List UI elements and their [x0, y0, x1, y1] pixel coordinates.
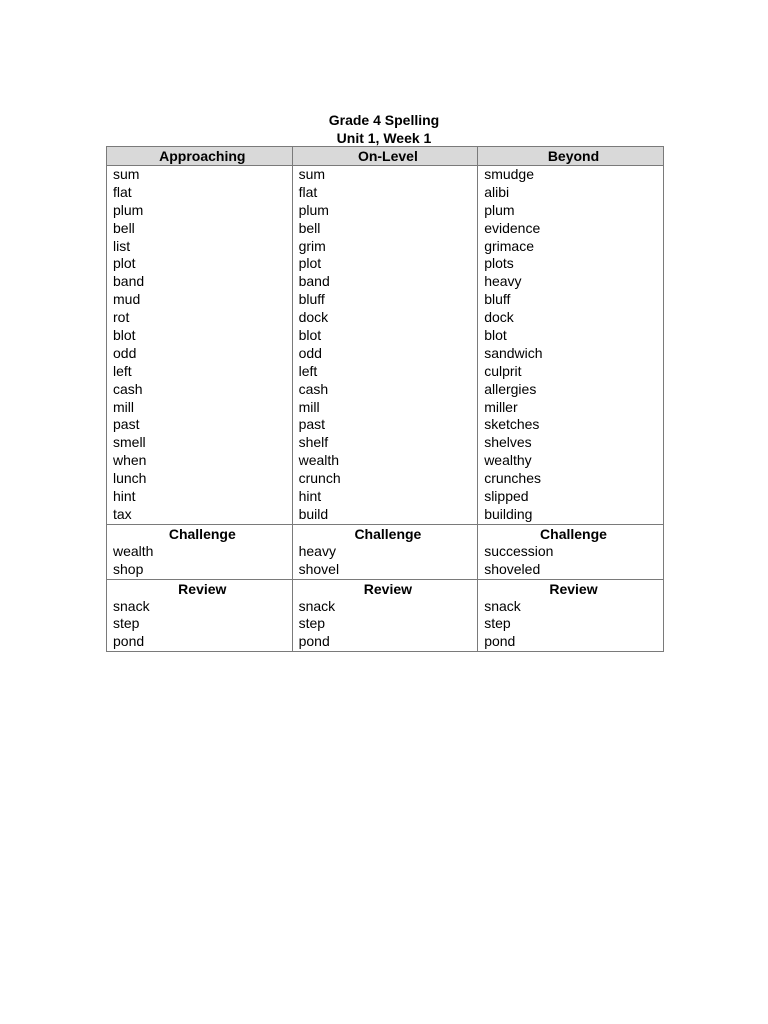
spelling-word: step — [298, 615, 326, 632]
document-title — [0, 111, 768, 147]
spelling-word: blot — [298, 327, 322, 344]
spelling-word: step — [113, 615, 140, 632]
challenge-heading-approaching: Challenge — [107, 524, 293, 543]
spelling-word: rot — [113, 309, 130, 326]
review-heading-beyond: Review — [478, 579, 664, 598]
spelling-word: band — [298, 273, 330, 290]
spelling-word: build — [298, 505, 329, 522]
spelling-word: hint — [113, 488, 136, 505]
review-header-row — [107, 579, 664, 598]
spelling-word: shop — [113, 560, 144, 577]
spelling-word: bell — [113, 219, 135, 236]
spelling-word: band — [113, 273, 145, 290]
spelling-word: bluff — [298, 291, 325, 308]
spelling-word: succession — [484, 542, 554, 559]
challenge-heading-beyond: Challenge — [478, 524, 664, 543]
spelling-word: alibi — [484, 183, 510, 200]
spelling-word: culprit — [484, 362, 522, 379]
spelling-word: wealthy — [484, 452, 532, 469]
challenge-on-level-words — [292, 543, 478, 579]
spelling-word: dock — [298, 309, 329, 326]
spelling-word: grimace — [484, 237, 534, 254]
spelling-word: odd — [113, 344, 137, 361]
review-heading-on-level: Review — [292, 579, 478, 598]
spelling-word: when — [113, 452, 147, 469]
review-on-level-words — [292, 598, 478, 652]
spelling-word: step — [484, 615, 511, 632]
spelling-word: tax — [113, 505, 132, 522]
spelling-word: heavy — [484, 273, 522, 290]
challenge-heading-on-level: Challenge — [292, 524, 478, 543]
title-line-2: Unit 1, Week 1 — [336, 130, 432, 146]
spelling-word: bell — [298, 219, 321, 236]
approaching-words — [107, 166, 293, 525]
spelling-word: shelves — [484, 434, 532, 451]
spelling-word: cash — [113, 380, 143, 397]
spelling-word: pond — [298, 633, 330, 650]
review-words-row — [107, 598, 664, 652]
spelling-word: plum — [484, 201, 515, 218]
spelling-word: sketches — [484, 416, 540, 433]
spelling-word: smell — [113, 434, 146, 451]
on-level-words — [292, 166, 478, 525]
challenge-words-row — [107, 543, 664, 579]
column-header-beyond: Beyond — [478, 147, 664, 166]
review-heading-approaching: Review — [107, 579, 293, 598]
spelling-word: smudge — [484, 166, 534, 182]
beyond-words — [478, 166, 664, 525]
spelling-word: hint — [298, 488, 322, 505]
spelling-word: mud — [113, 291, 141, 308]
spelling-word: lunch — [113, 470, 147, 487]
spelling-word: blot — [484, 327, 507, 344]
review-approaching-words — [107, 598, 293, 652]
spelling-word: shelf — [298, 434, 329, 451]
column-header-approaching: Approaching — [107, 147, 293, 166]
spelling-word: past — [298, 416, 326, 433]
spelling-word: miller — [484, 398, 518, 415]
spelling-word: crunches — [484, 470, 541, 487]
spelling-word: crunch — [298, 470, 341, 487]
spelling-word: sum — [113, 166, 140, 182]
spelling-word: bluff — [484, 291, 511, 308]
spelling-word: pond — [113, 633, 145, 650]
spelling-word: flat — [298, 183, 318, 200]
spelling-word: allergies — [484, 380, 537, 397]
spelling-word: shoveled — [484, 560, 541, 577]
spelling-word: plum — [298, 201, 329, 218]
title-line-1: Grade 4 Spelling — [328, 112, 440, 128]
spelling-word: odd — [298, 344, 322, 361]
challenge-header-row — [107, 524, 664, 543]
spelling-word: shovel — [298, 560, 340, 577]
spelling-word: heavy — [298, 542, 336, 559]
spelling-word: pond — [484, 633, 516, 650]
spelling-word: flat — [113, 183, 132, 200]
header-row — [107, 147, 664, 166]
spelling-word: wealth — [298, 452, 340, 469]
spelling-word: grim — [298, 237, 326, 254]
spelling-word: sum — [298, 166, 326, 182]
spelling-word: slipped — [484, 488, 529, 505]
spelling-word: plots — [484, 255, 514, 272]
main-words-row — [107, 166, 664, 525]
spelling-word: snack — [298, 597, 336, 614]
spelling-word: left — [298, 362, 318, 379]
spelling-word: wealth — [113, 542, 154, 559]
spelling-word: building — [484, 505, 533, 522]
spelling-word: plot — [298, 255, 322, 272]
spelling-word: mill — [298, 398, 320, 415]
column-header-on-level: On-Level — [292, 147, 478, 166]
spelling-word: plum — [113, 201, 144, 218]
spelling-table — [106, 146, 664, 652]
spelling-word: cash — [298, 380, 329, 397]
spelling-word: snack — [113, 597, 150, 614]
spelling-word: sandwich — [484, 344, 543, 361]
spelling-word: snack — [484, 597, 521, 614]
spelling-word: left — [113, 362, 132, 379]
spelling-word: past — [113, 416, 140, 433]
spelling-word: dock — [484, 309, 514, 326]
spelling-word: evidence — [484, 219, 541, 236]
spelling-word: list — [113, 237, 131, 254]
review-beyond-words — [478, 598, 664, 652]
spelling-word: blot — [113, 327, 136, 344]
challenge-beyond-words — [478, 543, 664, 579]
challenge-approaching-words — [107, 543, 293, 579]
spelling-word: plot — [113, 255, 136, 272]
spelling-word: mill — [113, 398, 134, 415]
